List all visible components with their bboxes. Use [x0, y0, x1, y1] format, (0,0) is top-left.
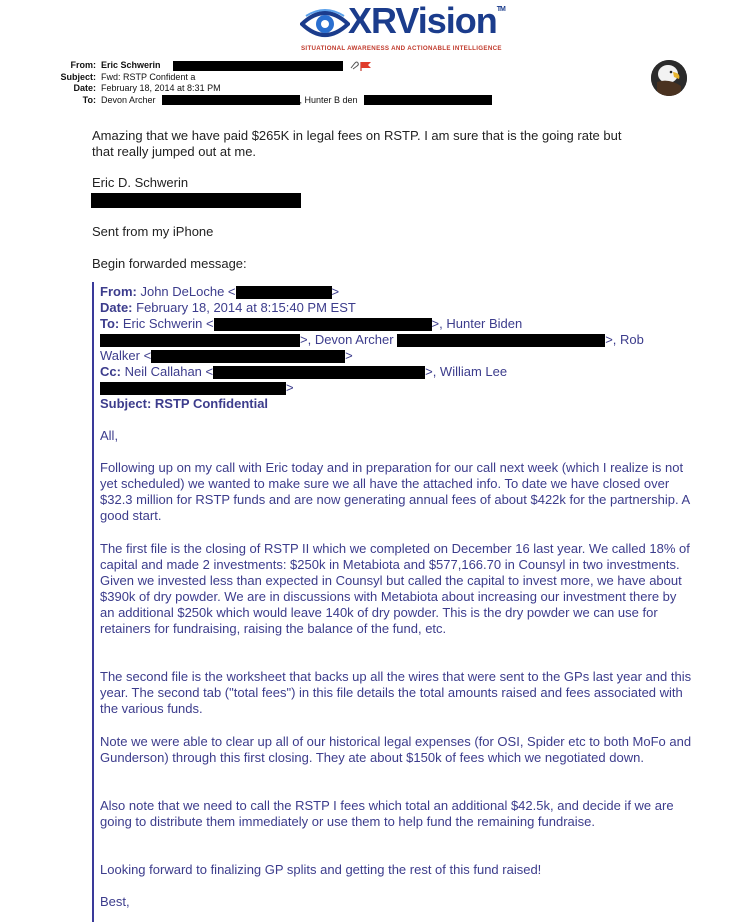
- date-value: February 18, 2014 at 8:31 PM: [101, 83, 221, 93]
- message-line-2: that really jumped out at me.: [92, 144, 257, 159]
- redaction-bar: [236, 286, 332, 299]
- fwd-closing: Best,: [100, 894, 130, 909]
- fwd-date-row: [100, 300, 690, 316]
- to-label: To:: [82, 94, 96, 105]
- redaction-bar: [397, 334, 605, 347]
- begin-forwarded-message: Begin forwarded message:: [92, 256, 247, 271]
- to-value-devon: Devon Archer: [101, 94, 156, 105]
- redaction-bar: [91, 193, 301, 208]
- fwd-to-row-2: [100, 332, 690, 348]
- fwd-paragraph-4: Note we were able to clear up all of our historical legal expenses (for OSI, Spider etc to both MoFo and Gunderson) through this first closing. They ate about $150k of fees which we negotiated down.: [100, 734, 692, 765]
- fwd-to-hunter: >, Hunter Biden: [431, 316, 523, 331]
- fwd-paragraph-3: The second file is the worksheet that backs up all the wires that were sent to the GPs last year and this year. The second tab ("total fees") in this file details the total amounts raised and fees associated with the various funds.: [100, 669, 692, 716]
- fwd-to-rob: >, Rob: [605, 332, 644, 347]
- logo-tagline: SITUATIONAL AWARENESS AND ACTIONABLE INTELLIGENCE: [301, 45, 502, 52]
- fwd-gt: >: [331, 284, 340, 299]
- fwd-from-value: John DeLoche <: [140, 284, 236, 299]
- fwd-to-label: To:: [100, 316, 120, 331]
- fwd-paragraph-1: Following up on my call with Eric today and in preparation for our call next week (which I realize is not yet scheduled) we wanted to make sure we all have the attached info. To date we have closed over $32.3 million for RSTP funds and are now generating annual fees of about $422k for the partnership. A good start.: [100, 460, 690, 523]
- redaction-bar: [100, 334, 300, 347]
- message-line-1: Amazing that we have paid $265K in legal fees on RSTP. I am sure that is the going rate but: [92, 128, 622, 143]
- from-label: From:: [70, 60, 96, 70]
- fwd-date-value: February 18, 2014 at 8:15:40 PM EST: [136, 300, 356, 315]
- logo-wordmark: XRVision™: [348, 0, 505, 41]
- flag-icon: [360, 61, 372, 71]
- subject-value: Fwd: RSTP Confident a: [101, 71, 196, 82]
- fwd-to-devon: >, Devon Archer: [300, 332, 394, 347]
- fwd-gt: >: [345, 348, 353, 363]
- fwd-cc-william: >, William Lee: [425, 364, 508, 379]
- header-from-row: [52, 60, 492, 72]
- fwd-cc-row: [100, 364, 690, 380]
- redaction-bar: [173, 61, 343, 71]
- redaction-bar: [151, 350, 345, 363]
- subject-label: Subject:: [60, 71, 96, 82]
- fwd-to-row: [100, 316, 690, 332]
- eye-logo-icon: [300, 6, 350, 42]
- signature-name: Eric D. Schwerin: [92, 175, 189, 190]
- redaction-bar: [364, 95, 492, 105]
- email-header: [52, 60, 492, 106]
- fwd-subject: Subject: RSTP Confidential: [100, 396, 269, 411]
- fwd-paragraph-5: Also note that we need to call the RSTP I fees which total an additional $42.5k, and decide if we are going to distribute them immediately or use them to help fund the remaining fundraise.: [100, 798, 674, 829]
- fwd-to-row-3: [100, 348, 690, 364]
- header-to-row: [52, 95, 492, 107]
- header-subject-row: [52, 72, 492, 84]
- date-label: Date:: [73, 83, 96, 93]
- redaction-bar: [162, 95, 300, 105]
- fwd-from-label: From:: [100, 284, 137, 299]
- redaction-bar: [100, 382, 286, 395]
- fwd-date-label: Date:: [100, 300, 133, 315]
- sent-from-iphone: Sent from my iPhone: [92, 224, 214, 239]
- fwd-cc-row-2: [100, 380, 690, 396]
- redaction-bar: [213, 366, 425, 379]
- xrvision-logo: [300, 0, 510, 54]
- fwd-to-walker: Walker <: [100, 348, 152, 363]
- fwd-cc-label: Cc:: [100, 364, 121, 379]
- fwd-from-row: [100, 284, 690, 300]
- fwd-paragraph-2: The first file is the closing of RSTP II which we completed on December 16 last year. We called 18% of capital and made 2 investments: $250k in Metabiota and $577,166.70 in Counsyl in two investments. Given we invested less than expected in Counsyl but called the capital to invest more, we have about $390k of dry powder. We are in discussions with Metabiota about increasing our investment there by an additional $250k which would leave 140k of dry powder. This is the dry powder we can use for retainers for fundraising, raising the balance of the fund, etc.: [100, 541, 690, 636]
- fwd-gt: >: [286, 380, 294, 395]
- fwd-cc-value: Neil Callahan <: [124, 364, 214, 379]
- to-value-hunter: , Hunter B den: [299, 94, 358, 105]
- header-date-row: [52, 83, 492, 95]
- sender-avatar: [651, 60, 687, 96]
- from-value: Eric Schwerin: [101, 60, 161, 70]
- eagle-avatar-icon: [651, 60, 687, 96]
- fwd-greeting: All,: [100, 428, 119, 443]
- fwd-paragraph-6: Looking forward to finalizing GP splits and getting the rest of this fund raised!: [100, 862, 542, 877]
- paperclip-icon: [349, 61, 359, 70]
- redaction-bar: [214, 318, 432, 331]
- fwd-to-value: Eric Schwerin <: [122, 316, 214, 331]
